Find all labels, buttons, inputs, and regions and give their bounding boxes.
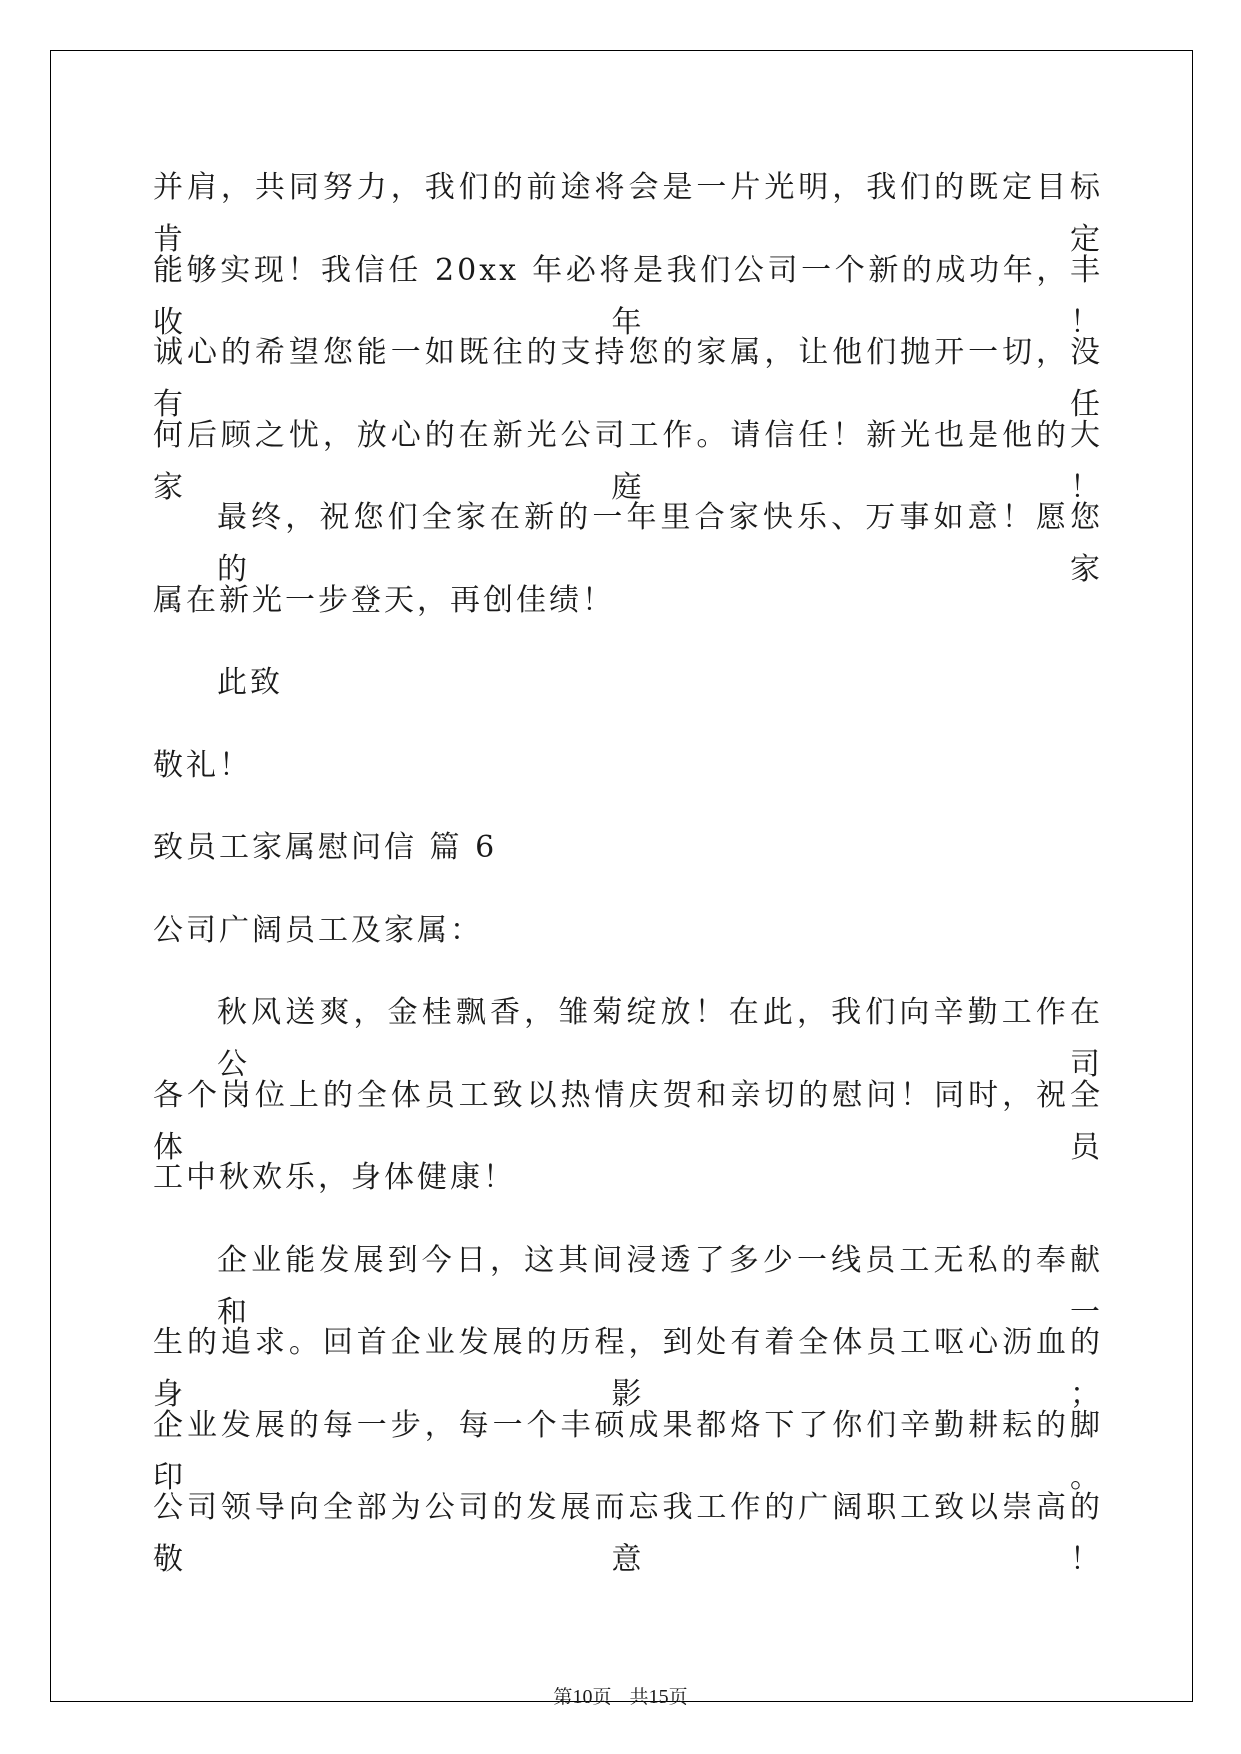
page-prefix: 第 xyxy=(553,1686,573,1708)
text-line: 工中秋欢乐，身体健康！ xyxy=(153,1160,516,1195)
text-line: 并肩，共同努力，我们的前途将会是一片光明，我们的既定目标肯定 xyxy=(153,170,1103,257)
text-line: 生的追求。回首企业发展的历程，到处有着全体员工呕心沥血的身影； xyxy=(153,1325,1103,1412)
page-current: 10 xyxy=(572,1686,593,1708)
text-line: 属在新光一步登天，再创佳绩！ xyxy=(153,582,615,618)
text-line: 最终，祝您们全家在新的一年里合家快乐、万事如意！愿您的家 xyxy=(217,500,1103,587)
text-line: 企业发展的每一步，每一个丰硕成果都烙下了你们辛勤耕耘的脚印。 xyxy=(153,1407,1103,1495)
page-total: 15 xyxy=(648,1686,669,1708)
document-body xyxy=(153,162,1103,1577)
text-line: 何后顾之忧，放心的在新光公司工作。请信任！新光也是他的大家庭！ xyxy=(153,417,1103,505)
text-line: 秋风送爽，金桂飘香，雏菊绽放！在此，我们向辛勤工作在公司 xyxy=(217,995,1103,1082)
text-line: 诚心的希望您能一如既往的支持您的家属，让他们抛开一切，没有任 xyxy=(153,335,1103,422)
letter-greeting: 公司广阔员工及家属： xyxy=(153,912,483,948)
text-line: 公司领导向全部为公司的发展而忘我工作的广阔职工致以崇高的敬意！ xyxy=(153,1490,1103,1577)
text-line: 各个岗位上的全体员工致以热情庆贺和亲切的慰问！同时，祝全体员 xyxy=(153,1077,1103,1165)
page-footer xyxy=(0,1682,1241,1709)
salutation-closing: 此致 xyxy=(217,665,283,700)
salutation-regards: 敬礼！ xyxy=(153,747,252,783)
page-suffix: 页 xyxy=(668,1686,688,1708)
text-line: 能够实现！我信任 20xx 年必将是我们公司一个新的成功年，丰收年！ xyxy=(153,252,1103,340)
text-line: 企业能发展到今日，这其间浸透了多少一线员工无私的奉献和一 xyxy=(217,1242,1103,1330)
page-mid: 页 共 xyxy=(592,1686,649,1708)
section-title: 致员工家属慰问信 篇 6 xyxy=(153,830,498,865)
